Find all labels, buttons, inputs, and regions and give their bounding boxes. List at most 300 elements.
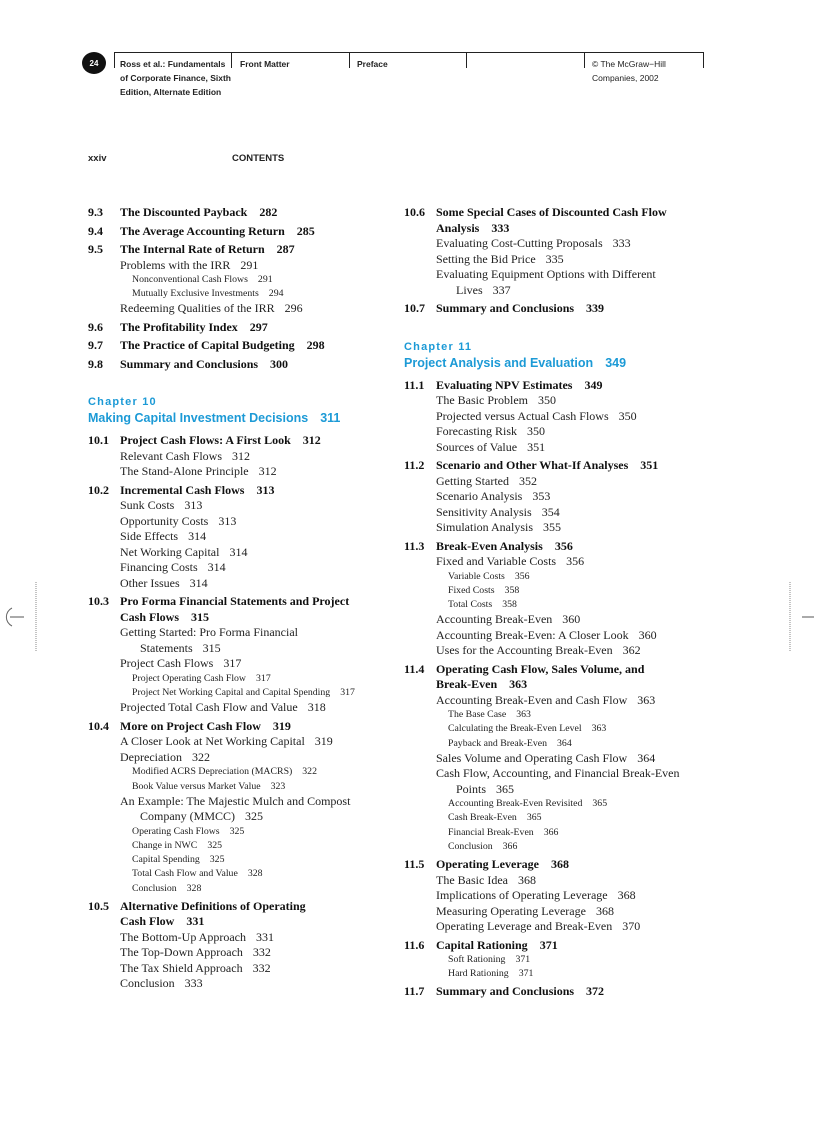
entry-text: The Top-Down Approach xyxy=(120,945,243,960)
entry-text: Accounting Break-Even: A Closer Look xyxy=(436,627,629,642)
toc-section xyxy=(88,433,388,449)
section-number: 11.6 xyxy=(404,937,425,952)
page-ref: 368 xyxy=(550,857,569,872)
page-ref: 337 xyxy=(492,282,511,297)
toc-subsubsection xyxy=(88,672,388,686)
entry-text: Summary and Conclusions xyxy=(120,356,259,371)
entry-text: Getting Started xyxy=(436,473,509,488)
entry-text: Setting the Bid Price xyxy=(436,251,536,266)
entry-text: Operating Cash Flows xyxy=(132,825,220,837)
toc-subsection xyxy=(404,393,704,409)
entry-text: Accounting Break-Even xyxy=(436,612,553,627)
page-ref: 333 xyxy=(491,220,510,235)
toc-subsection xyxy=(404,628,704,644)
toc-section xyxy=(88,242,388,258)
page-ref: 319 xyxy=(314,734,333,749)
section-title xyxy=(120,224,388,240)
toc-subsubsection xyxy=(88,853,388,867)
toc-subsection xyxy=(404,554,704,570)
entry-text: Simulation Analysis xyxy=(436,520,534,534)
toc-section xyxy=(88,357,388,373)
entry-text: Projected versus Actual Cash Flows xyxy=(436,408,609,423)
entry-text: Problems with the IRR xyxy=(120,257,231,272)
section-title xyxy=(436,301,704,317)
page-ref: 328 xyxy=(247,868,263,880)
entry-text: Alternative Definitions of Operating xyxy=(120,898,306,913)
toc-subsubsection xyxy=(88,273,388,287)
entry-text: The Practice of Capital Budgeting xyxy=(120,338,295,353)
header-rule xyxy=(114,52,704,53)
entry-text: Incremental Cash Flows xyxy=(120,482,245,497)
page-ref: 312 xyxy=(258,464,277,479)
chapter-page-ref: 349 xyxy=(605,355,627,370)
section-title xyxy=(120,242,388,258)
entry-text: Conclusion xyxy=(132,882,177,894)
page-ref: 339 xyxy=(586,301,605,315)
toc-subsection xyxy=(88,464,388,480)
section-title xyxy=(120,433,388,449)
page-ref: 325 xyxy=(245,809,264,824)
entry-text: Some Special Cases of Discounted Cash Flow xyxy=(436,205,667,219)
entry-text: Opportunity Costs xyxy=(120,513,209,528)
entry-text: The Internal Rate of Return xyxy=(120,242,265,256)
page-ref: 319 xyxy=(272,718,291,733)
page-ref: 315 xyxy=(202,640,221,655)
page-number-badge: 24 xyxy=(82,52,106,74)
page-ref: 372 xyxy=(586,984,605,999)
entry-text: Depreciation xyxy=(120,749,182,764)
entry-text: Conclusion xyxy=(448,840,493,852)
entry-text: The Average Accounting Return xyxy=(120,223,285,238)
toc-subsection xyxy=(88,258,388,274)
page-ref: 317 xyxy=(340,687,355,699)
toc-subsection xyxy=(404,643,704,659)
entry-text: Operating Cash Flow, Sales Volume, and xyxy=(436,661,645,676)
page-ref: 350 xyxy=(618,408,637,423)
toc-subsubsection xyxy=(88,780,388,794)
entry-text: Capital Rationing xyxy=(436,937,528,952)
running-head-page: xxiv xyxy=(88,153,107,164)
page-ref: 356 xyxy=(514,570,530,582)
page-ref: 285 xyxy=(296,223,315,238)
section-title xyxy=(436,378,704,394)
entry-text: Sources of Value xyxy=(436,439,518,454)
page-ref: 360 xyxy=(562,612,581,627)
header-divider xyxy=(466,52,467,68)
entry-text: Change in NWC xyxy=(132,839,198,851)
entry-text: Accounting Break-Even and Cash Flow xyxy=(436,692,628,707)
chapter-page-ref: 311 xyxy=(320,411,341,426)
entry-text: Uses for the Accounting Break-Even xyxy=(436,643,613,658)
chapter-title-text: Project Analysis and Evaluation xyxy=(404,355,594,370)
page-ref: 323 xyxy=(270,780,286,792)
entry-text: Break-Even Analysis xyxy=(436,538,543,553)
entry-text: Mutually Exclusive Investments xyxy=(132,288,259,300)
entry-text: Projected Total Cash Flow and Value xyxy=(120,700,298,715)
toc-subsubsection xyxy=(404,722,704,736)
crop-mark-right xyxy=(786,578,816,656)
toc-subsection xyxy=(404,612,704,628)
entry-text: Scenario and Other What-If Analyses xyxy=(436,458,629,472)
entry-text: Break-Even xyxy=(436,677,498,692)
toc-subsection xyxy=(88,529,388,545)
section-title xyxy=(436,938,704,954)
entry-text: Sunk Costs xyxy=(120,498,175,513)
entry-text: Project Net Working Capital and Capital Spending xyxy=(132,687,331,699)
section-title xyxy=(436,539,704,555)
toc-subsection xyxy=(404,489,704,505)
toc-subsection xyxy=(404,919,704,935)
toc-subsection xyxy=(404,693,704,709)
entry-text: Pro Forma Financial Statements and Project xyxy=(120,594,350,609)
entry-text: Company (MMCC) xyxy=(140,809,236,824)
page-ref: 332 xyxy=(252,960,271,975)
page-ref: 354 xyxy=(541,504,560,519)
toc-section xyxy=(404,984,704,1000)
page-ref: 356 xyxy=(554,538,573,553)
toc-section xyxy=(88,205,388,221)
entry-text: Total Costs xyxy=(448,598,493,610)
section-number: 9.8 xyxy=(88,356,103,371)
page-ref: 352 xyxy=(518,473,537,488)
page-ref: 331 xyxy=(186,914,205,929)
section-title xyxy=(120,205,388,221)
toc-subsubsection xyxy=(404,840,704,854)
page-ref: 371 xyxy=(539,937,558,952)
toc-subsection xyxy=(88,700,388,716)
entry-text: A Closer Look at Net Working Capital xyxy=(120,734,305,749)
toc-subsubsection xyxy=(88,882,388,896)
entry-text: Accounting Break-Even Revisited xyxy=(448,798,583,810)
crop-mark-left xyxy=(0,578,40,656)
section-title xyxy=(436,984,704,1000)
contents-left-column xyxy=(88,202,388,992)
toc-subsection xyxy=(88,794,388,825)
section-number: 10.7 xyxy=(404,301,425,315)
page-ref: 365 xyxy=(496,781,515,796)
chapter-heading xyxy=(88,394,388,427)
entry-text: Project Operating Cash Flow xyxy=(132,672,247,684)
chapter-title xyxy=(404,355,704,372)
toc-subsection xyxy=(404,766,704,797)
page-ref: 332 xyxy=(252,945,271,960)
toc-subsection xyxy=(404,236,704,252)
page-ref: 333 xyxy=(612,236,631,250)
toc-subsection xyxy=(88,576,388,592)
toc-subsubsection xyxy=(404,797,704,811)
entry-text: Cash Flow, Accounting, and Financial Break-Even xyxy=(436,766,680,781)
entry-text: Net Working Capital xyxy=(120,544,220,559)
toc-subsection xyxy=(88,301,388,317)
page-ref: 331 xyxy=(255,929,274,944)
page-ref: 291 xyxy=(257,274,273,285)
toc-subsubsection xyxy=(404,953,704,967)
entry-text: Relevant Cash Flows xyxy=(120,448,222,463)
entry-text: The Tax Shield Approach xyxy=(120,960,243,975)
page-ref: 363 xyxy=(516,709,531,721)
section-title xyxy=(120,338,388,354)
toc-section xyxy=(88,719,388,735)
section-number: 9.3 xyxy=(88,205,103,219)
page-ref: 350 xyxy=(537,393,556,407)
entry-text: Conclusion xyxy=(120,976,175,991)
toc-subsection xyxy=(88,734,388,750)
page-ref: 356 xyxy=(566,554,585,568)
page-ref: 296 xyxy=(284,301,303,316)
page-ref: 297 xyxy=(249,319,268,334)
toc-subsubsection xyxy=(404,737,704,751)
section-number: 11.3 xyxy=(404,538,425,553)
page-ref: 351 xyxy=(640,458,659,472)
page-ref: 287 xyxy=(276,242,295,256)
section-title xyxy=(120,719,388,735)
page-ref: 328 xyxy=(186,882,202,894)
section-number: 11.5 xyxy=(404,857,425,872)
entry-text: Operating Leverage xyxy=(436,857,539,872)
toc-subsection xyxy=(404,904,704,920)
page-ref: 314 xyxy=(188,529,207,544)
section-title xyxy=(120,594,388,625)
page-ref: 364 xyxy=(637,750,656,765)
header-divider xyxy=(584,52,585,68)
section-title xyxy=(120,899,388,930)
toc-subsubsection xyxy=(88,867,388,881)
header-section: Front Matter xyxy=(240,59,290,69)
toc-subsection xyxy=(404,267,704,298)
toc-subsection xyxy=(88,930,388,946)
entry-text: Soft Rationing xyxy=(448,954,506,966)
toc-subsection xyxy=(88,976,388,992)
entry-text: Hard Rationing xyxy=(448,968,509,980)
section-number: 10.1 xyxy=(88,433,109,448)
page-ref: 368 xyxy=(617,888,636,903)
page-ref: 333 xyxy=(184,976,203,991)
page-ref: 325 xyxy=(229,825,245,837)
page-ref: 312 xyxy=(302,433,321,448)
header-book-title: Ross et al.: Fundamentals of Corporate Finance, Sixth Edition, Alternate Edition xyxy=(120,59,231,97)
toc-subsection xyxy=(88,545,388,561)
entry-text: Forecasting Risk xyxy=(436,424,517,438)
section-title xyxy=(436,205,704,236)
toc-subsubsection xyxy=(404,967,704,981)
section-number: 11.4 xyxy=(404,661,425,676)
page-ref: 291 xyxy=(240,257,259,272)
entry-text: Evaluating Cost-Cutting Proposals xyxy=(436,236,603,250)
entry-text: Evaluating Equipment Options with Different xyxy=(436,267,656,281)
page-ref: 363 xyxy=(637,692,656,707)
toc-subsection xyxy=(88,961,388,977)
running-head-title: CONTENTS xyxy=(232,153,285,164)
entry-text: Analysis xyxy=(436,220,480,235)
page-ref: 314 xyxy=(207,560,226,575)
section-number: 10.5 xyxy=(88,898,109,913)
chapter-label: Chapter 11 xyxy=(404,340,473,353)
section-title xyxy=(436,458,704,474)
page-ref: 364 xyxy=(557,737,572,749)
toc-section xyxy=(404,662,704,693)
toc-subsubsection xyxy=(88,686,388,700)
page-ref: 358 xyxy=(504,584,520,596)
toc-subsubsection xyxy=(404,584,704,598)
header-divider xyxy=(114,52,115,68)
toc-subsection xyxy=(404,505,704,521)
entry-text: Cash Flow xyxy=(120,914,175,929)
toc-subsection xyxy=(88,750,388,766)
toc-section xyxy=(404,458,704,474)
entry-text: Sales Volume and Operating Cash Flow xyxy=(436,750,628,765)
section-number: 9.5 xyxy=(88,242,103,256)
header-copyright: © The McGraw−Hill Companies, 2002 xyxy=(592,59,666,83)
toc-subsubsection xyxy=(88,825,388,839)
toc-subsection xyxy=(404,520,704,536)
entry-text: Statements xyxy=(140,640,193,655)
entry-text: Modified ACRS Depreciation (MACRS) xyxy=(132,766,293,778)
entry-text: An Example: The Majestic Mulch and Compost xyxy=(120,793,351,808)
page-ref: 318 xyxy=(307,700,326,715)
contents-right-column xyxy=(404,202,704,1000)
toc-subsubsection xyxy=(404,826,704,840)
entry-text: The Bottom-Up Approach xyxy=(120,929,246,944)
entry-text: Financial Break-Even xyxy=(448,826,534,838)
page-ref: 298 xyxy=(306,338,325,353)
entry-text: Getting Started: Pro Forma Financial xyxy=(120,625,298,640)
entry-text: Variable Costs xyxy=(448,570,505,582)
page-ref: 353 xyxy=(532,489,551,503)
header-divider xyxy=(703,52,704,68)
page-ref: 313 xyxy=(218,513,237,528)
page-ref: 317 xyxy=(256,672,271,684)
section-title xyxy=(120,483,388,499)
toc-subsubsection xyxy=(88,839,388,853)
page-ref: 294 xyxy=(268,288,284,300)
page-ref: 363 xyxy=(591,723,607,735)
entry-text: The Discounted Payback xyxy=(120,205,248,219)
entry-text: Cash Flows xyxy=(120,609,180,624)
toc-section xyxy=(88,899,388,930)
section-number: 11.1 xyxy=(404,377,425,392)
page-ref: 313 xyxy=(184,498,203,513)
toc-subsection xyxy=(88,449,388,465)
entry-text: Fixed Costs xyxy=(448,584,495,596)
toc-section xyxy=(88,224,388,240)
page-ref: 362 xyxy=(622,643,641,658)
chapter-title xyxy=(88,410,388,427)
toc-subsection xyxy=(404,751,704,767)
toc-subsection xyxy=(404,440,704,456)
toc-subsection xyxy=(88,656,388,672)
section-number: 10.6 xyxy=(404,205,425,219)
entry-text: More on Project Cash Flow xyxy=(120,718,261,733)
entry-text: Capital Spending xyxy=(132,854,200,866)
section-number: 10.2 xyxy=(88,482,109,497)
page-ref: 325 xyxy=(209,854,225,866)
page-ref: 335 xyxy=(545,251,564,266)
toc-subsection xyxy=(88,514,388,530)
page-ref: 363 xyxy=(509,677,528,692)
page-ref: 368 xyxy=(595,903,614,918)
toc-subsection xyxy=(88,498,388,514)
header-subsection: Preface xyxy=(357,59,388,69)
entry-text: The Profitability Index xyxy=(120,319,238,334)
section-title xyxy=(436,857,704,873)
toc-subsection xyxy=(404,873,704,889)
page-ref: 313 xyxy=(256,482,275,497)
entry-text: Side Effects xyxy=(120,529,179,544)
toc-subsection xyxy=(404,474,704,490)
entry-text: The Stand-Alone Principle xyxy=(120,464,249,479)
entry-text: Total Cash Flow and Value xyxy=(132,868,238,880)
entry-text: Sensitivity Analysis xyxy=(436,504,532,519)
toc-subsubsection xyxy=(88,287,388,301)
entry-text: Cash Break-Even xyxy=(448,812,517,824)
toc-section xyxy=(404,301,704,317)
page-ref: 368 xyxy=(517,872,536,887)
entry-text: Financing Costs xyxy=(120,560,198,575)
toc-subsection xyxy=(88,945,388,961)
toc-subsection xyxy=(404,888,704,904)
entry-text: Book Value versus Market Value xyxy=(132,780,261,792)
toc-section xyxy=(88,483,388,499)
entry-text: Lives xyxy=(456,282,483,297)
section-number: 9.7 xyxy=(88,338,103,353)
entry-text: Calculating the Break-Even Level xyxy=(448,723,582,735)
toc-section xyxy=(88,320,388,336)
entry-text: Project Cash Flows xyxy=(120,656,214,671)
entry-text: Payback and Break-Even xyxy=(448,737,548,749)
toc-subsubsection xyxy=(404,708,704,722)
entry-text: Summary and Conclusions xyxy=(436,984,575,999)
entry-text: Fixed and Variable Costs xyxy=(436,554,557,568)
toc-subsubsection xyxy=(88,765,388,779)
page-ref: 325 xyxy=(207,839,223,851)
section-title xyxy=(120,320,388,336)
entry-text: Measuring Operating Leverage xyxy=(436,903,586,918)
toc-section xyxy=(404,378,704,394)
toc-subsubsection xyxy=(404,811,704,825)
page-ref: 349 xyxy=(584,377,603,392)
section-number: 11.7 xyxy=(404,984,425,999)
toc-subsubsection xyxy=(404,598,704,612)
header-divider xyxy=(349,52,350,68)
toc-subsection xyxy=(404,409,704,425)
entry-text: The Basic Idea xyxy=(436,872,508,887)
toc-section xyxy=(88,338,388,354)
chapter-heading xyxy=(404,339,704,372)
toc-subsection xyxy=(88,560,388,576)
chapter-title-text: Making Capital Investment Decisions xyxy=(88,411,309,426)
page-ref: 371 xyxy=(518,968,534,980)
chapter-label: Chapter 10 xyxy=(88,396,157,409)
entry-text: Redeeming Qualities of the IRR xyxy=(120,301,275,316)
page-ref: 315 xyxy=(191,609,210,624)
toc-subsubsection xyxy=(404,570,704,584)
entry-text: Nonconventional Cash Flows xyxy=(132,274,248,285)
toc-subsection xyxy=(404,424,704,440)
entry-text: Other Issues xyxy=(120,575,180,590)
page-ref: 312 xyxy=(232,448,250,463)
page-ref: 365 xyxy=(592,798,608,810)
toc-section xyxy=(404,938,704,954)
page-ref: 366 xyxy=(502,840,518,852)
entry-text: Project Cash Flows: A First Look xyxy=(120,433,291,448)
toc-section xyxy=(404,857,704,873)
page-ref: 366 xyxy=(543,826,559,838)
section-number: 11.2 xyxy=(404,458,425,472)
toc-section xyxy=(404,205,704,236)
page-ref: 371 xyxy=(515,954,531,966)
page-ref: 282 xyxy=(259,205,278,219)
page-ref: 355 xyxy=(543,520,562,534)
